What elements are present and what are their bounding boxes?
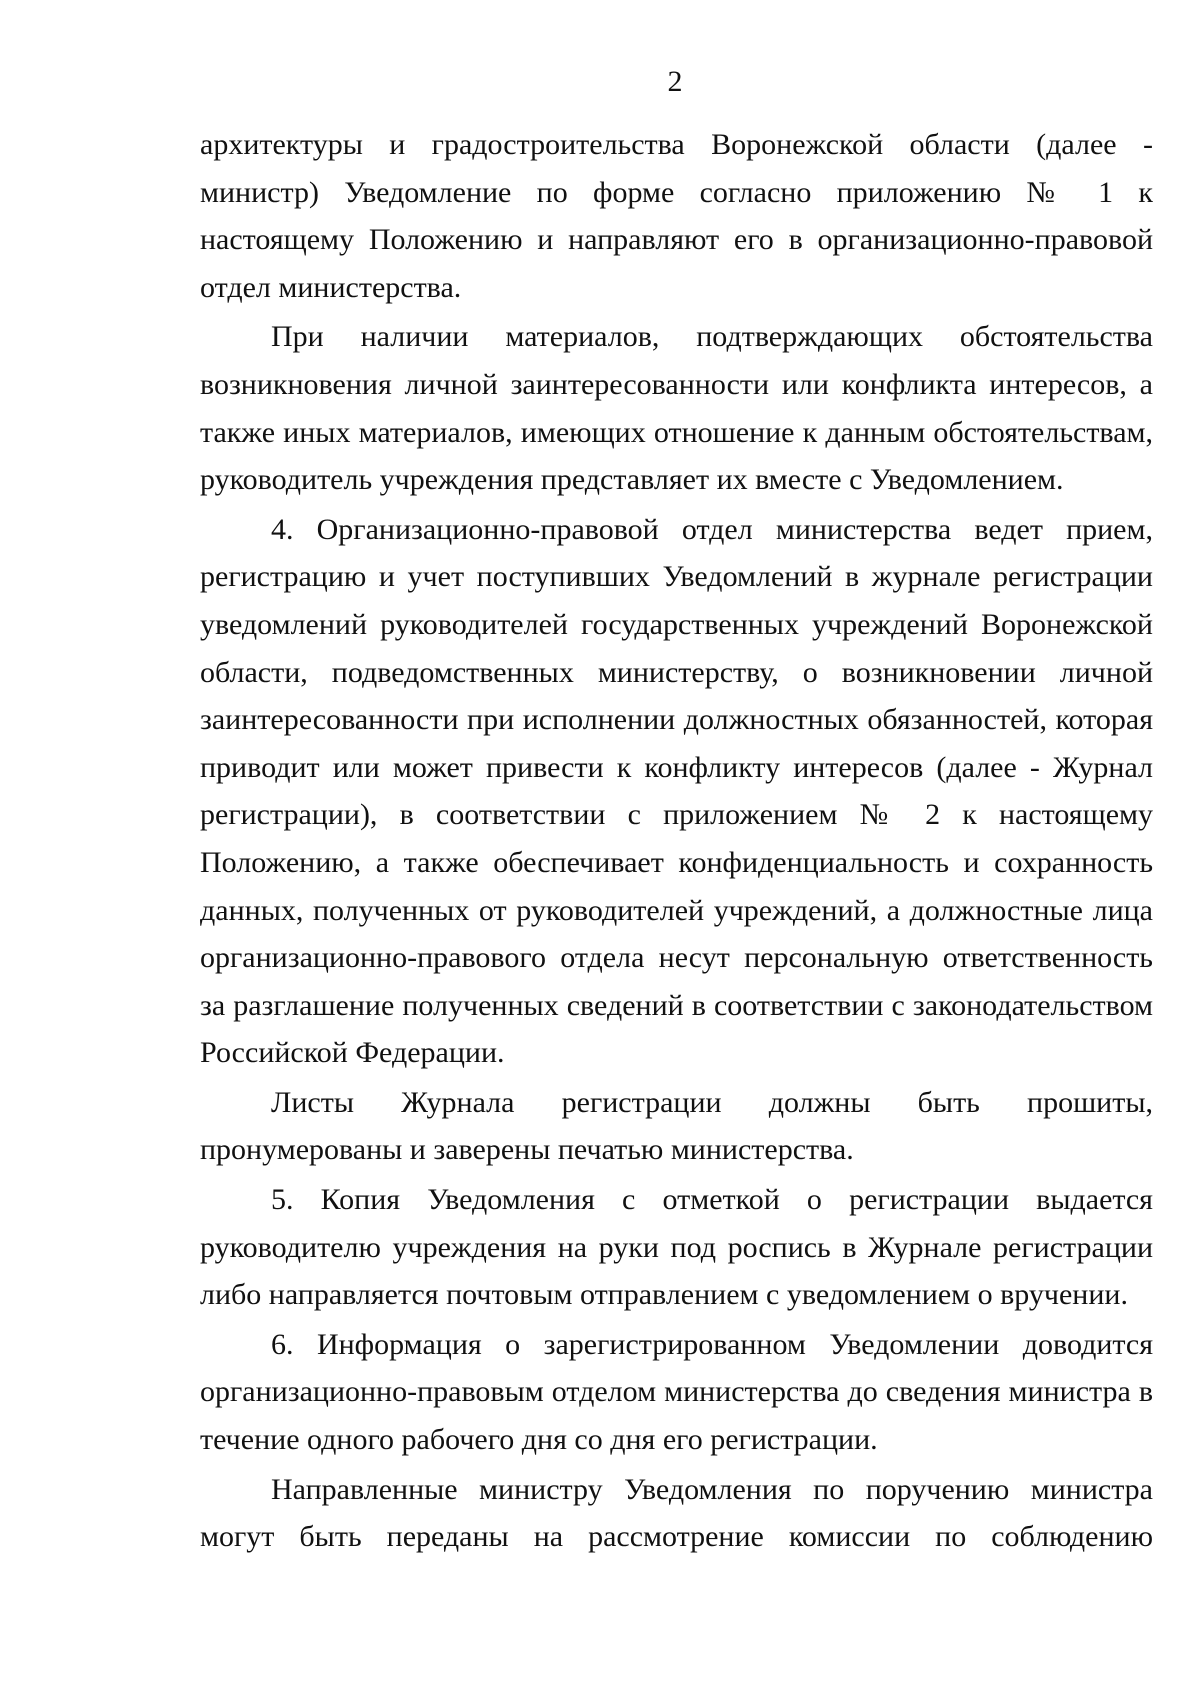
paragraph-item-6: 6. Информация о зарегистрированном Уведомлении доводится организационно-правовым отделом министерства до сведения министра в течение одного рабочего дня со дня его регистрации. <box>200 1327 1153 1457</box>
paragraph-item-5: 5. Копия Уведомления с отметкой о регистрации выдается руководителю учреждения на руки под роспись в Журнале регистрации либо направляется почтовым отправлением с уведомлением о вручении. <box>200 1183 1153 1312</box>
paragraph-item-4: 4. Организационно-правовой отдел министерства ведет прием, регистрацию и учет поступивших Уведомлений в журнале регистрации уведомлений руководителей государственных учреждений Воронежской области, подведомственных министерству, о возникновении личной заинтересованности при исполнении должностных обязанностей, которая приводит или может привести к конфликту интересов (далее - Журнал регистрации), в соответствии с приложением № 2 к настоящему Положению, а также обеспечивает конфиденциальность и сохранность данных, полученных от руководителей учреждений, а должностные лица организационно-правового отдела несут персональную ответственность за разглашение полученных сведений в соответствии с законодательством Российской Федерации. <box>200 512 1153 1070</box>
paragraph-materials: При наличии материалов, подтверждающих обстоятельства возникновения личной заинтересованности или конфликта интересов, а также иных материалов, имеющих отношение к данным обстоятельствам, руководитель учреждения представляет их вместе с Уведомлением. <box>200 320 1153 497</box>
paragraph-journal-sheets: Листы Журнала регистрации должны быть прошиты, пронумерованы и заверены печатью министерства. <box>200 1085 1153 1167</box>
document-body <box>200 121 1153 1561</box>
paragraph-forwarded-notices: Направленные министру Уведомления по поручению министра могут быть переданы на рассмотрение комиссии по соблюдению <box>200 1472 1153 1554</box>
page-number: 2 <box>667 65 683 98</box>
paragraph-continuation: архитектуры и градостроительства Воронежской области (далее - министр) Уведомление по форме согласно приложению № 1 к настоящему Положению и направляют его в организационно-правовой отдел министерства. <box>200 128 1153 304</box>
